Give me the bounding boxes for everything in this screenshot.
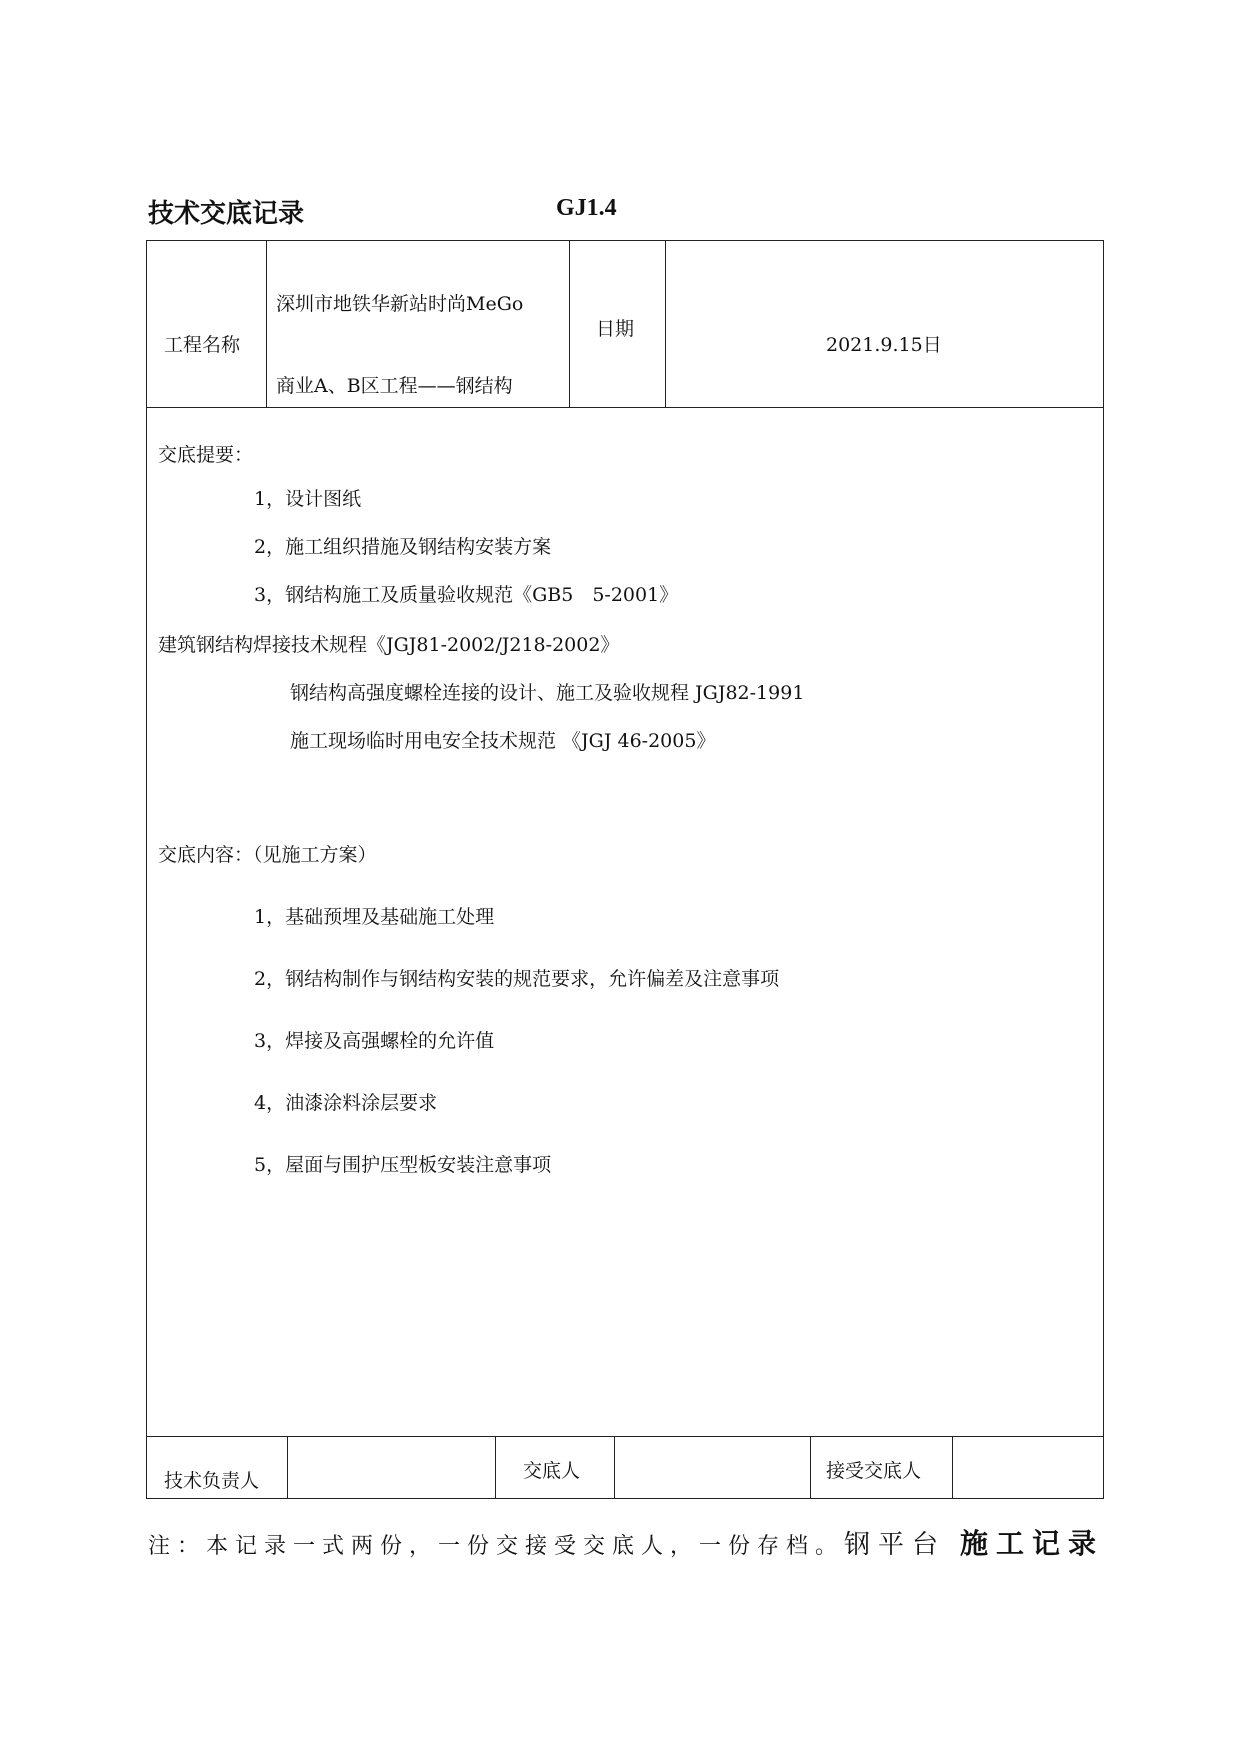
- summary-building-code: 建筑钢结构焊接技术规程《JGJ81-2002/J218-2002》: [158, 634, 620, 656]
- content-item-1: 1，基础预埋及基础施工处理: [254, 906, 495, 928]
- table-top-border: [146, 240, 1104, 241]
- document-title: 技术交底记录: [148, 199, 305, 229]
- footer-note-text: 注：本记录一式两份，一份交接受交底人，一份存档。: [148, 1534, 845, 1559]
- receiver-label: 接受交底人: [826, 1460, 922, 1482]
- project-name-line2: 商业A、B区工程——钢结构: [276, 375, 513, 397]
- sig-divider-1: [287, 1436, 288, 1499]
- table-bottom-border: [146, 1498, 1104, 1499]
- discloser-label: 交底人: [523, 1460, 581, 1482]
- info-divider-3: [665, 240, 666, 408]
- signature-row-top-border: [146, 1436, 1104, 1437]
- date-label: 日期: [596, 318, 635, 340]
- footer-note: [148, 1522, 1104, 1562]
- content-heading: 交底内容：（见施工方案）: [158, 844, 377, 866]
- table-right-border: [1103, 240, 1104, 1499]
- table-left-border: [146, 240, 147, 1499]
- info-divider-1: [266, 240, 267, 408]
- sig-divider-4: [810, 1436, 811, 1499]
- summary-bolt-code: 钢结构高强度螺栓连接的设计、施工及验收规程 JGJ82-1991: [290, 682, 805, 704]
- date-value: 2021.9.15日: [826, 334, 942, 356]
- summary-item-2: 2，施工组织措施及钢结构安装方案: [254, 536, 552, 558]
- info-divider-2: [569, 240, 570, 408]
- footer-extra-2: 施工记录: [960, 1527, 1105, 1560]
- sig-divider-5: [952, 1436, 953, 1499]
- sig-divider-2: [495, 1436, 496, 1499]
- tech-lead-label: 技术负责人: [164, 1470, 260, 1492]
- content-item-4: 4，油漆涂料涂层要求: [254, 1092, 438, 1114]
- summary-item-3: 3，钢结构施工及质量验收规范《GB5 5-2001》: [254, 584, 679, 606]
- summary-item-1: 1，设计图纸: [254, 488, 362, 510]
- content-item-3: 3，焊接及高强螺栓的允许值: [254, 1030, 495, 1052]
- receiver-signature-field[interactable]: [955, 1440, 1100, 1495]
- discloser-signature-field[interactable]: [617, 1440, 807, 1495]
- footer-extra-1: 钢平台: [844, 1530, 947, 1560]
- tech-lead-signature-field[interactable]: [290, 1440, 492, 1495]
- sig-divider-3: [614, 1436, 615, 1499]
- info-row-bottom-border: [146, 407, 1104, 408]
- content-item-2: 2，钢结构制作与钢结构安装的规范要求，允许偏差及注意事项: [254, 968, 780, 990]
- summary-power-code: 施工现场临时用电安全技术规范 《JGJ 46-2005》: [290, 730, 716, 752]
- summary-heading: 交底提要：: [158, 444, 254, 466]
- project-name-label: 工程名称: [164, 334, 241, 356]
- content-item-5: 5，屋面与围护压型板安装注意事项: [254, 1154, 552, 1176]
- project-name-line1: 深圳市地铁华新站时尚MeGo: [276, 293, 524, 315]
- document-code: GJ1.4: [556, 195, 617, 221]
